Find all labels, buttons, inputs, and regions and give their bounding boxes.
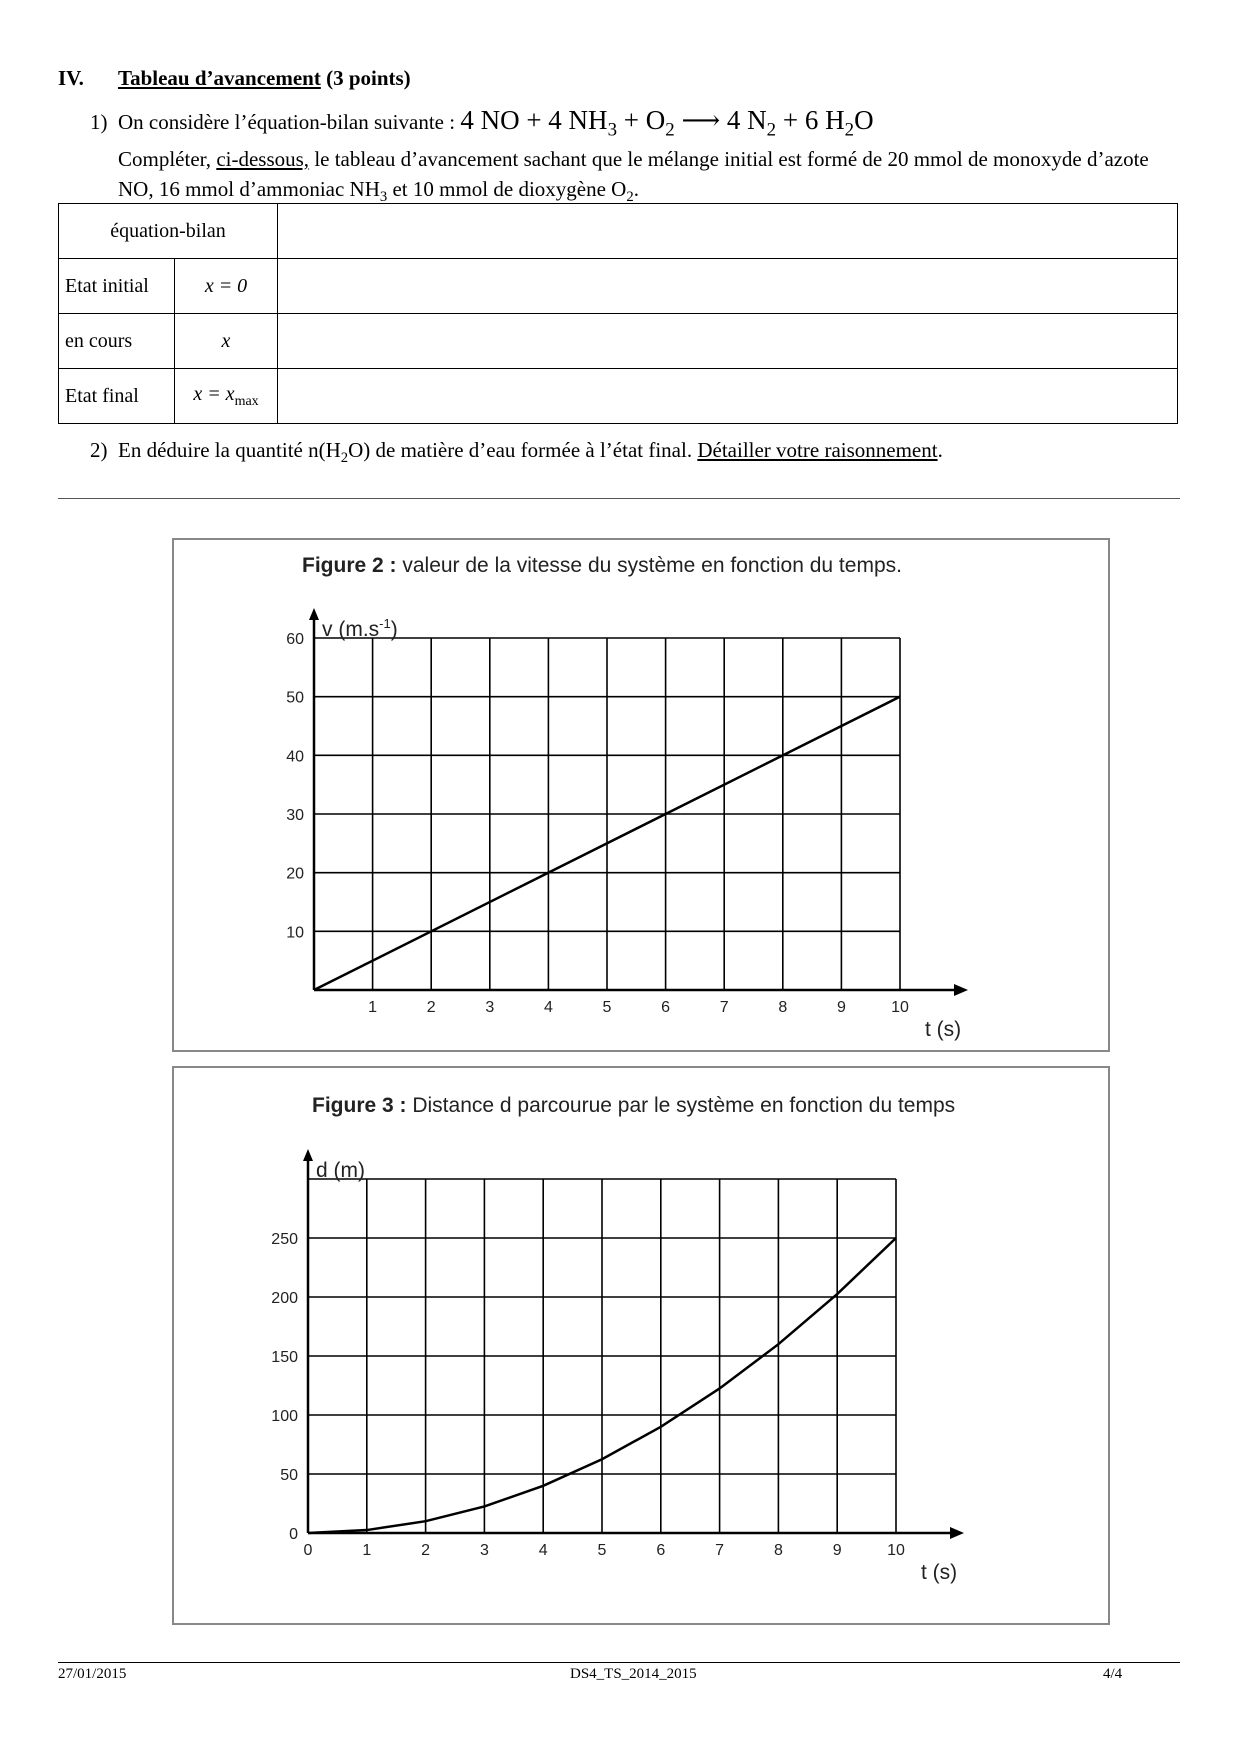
chemical-equation: 4 NO + 4 $NH_3 + O_2$ ⟶ 4 $N_2 + 6$ $H_2O$ bbox=[460, 105, 874, 141]
x-tick-label: 8 bbox=[778, 999, 788, 1016]
x-axis-arrow bbox=[954, 984, 968, 996]
y-tick-label: 20 bbox=[286, 865, 304, 883]
y-tick-label: 30 bbox=[286, 807, 304, 824]
x-axis-label: t (s) bbox=[925, 1018, 962, 1041]
table-row bbox=[59, 314, 1178, 369]
section-divider bbox=[58, 498, 1180, 499]
y-tick-label: 100 bbox=[271, 1408, 298, 1425]
table-cell-equation[interactable] bbox=[278, 204, 1178, 259]
y-axis-arrow bbox=[303, 1149, 313, 1161]
x-tick-label: 4 bbox=[538, 1542, 548, 1559]
question-1-label: 1) bbox=[90, 110, 108, 134]
y-tick-label: 0 bbox=[289, 1526, 298, 1543]
section-title: Tableau d’avancement bbox=[118, 66, 321, 90]
figure-3 bbox=[172, 1066, 1110, 1625]
figure-3-chart bbox=[174, 1068, 1108, 1623]
advancement-table bbox=[58, 203, 1178, 424]
x-tick-label: 10 bbox=[891, 999, 909, 1016]
question-2: 2) En déduire la quantité $n(H_2O)$ de matière d’eau formée à l’état final. Détailler votre raisonnement. bbox=[90, 438, 943, 467]
x-tick-label: 10 bbox=[887, 1542, 905, 1559]
y-tick-label: 50 bbox=[286, 689, 304, 707]
question-2-label: 2) bbox=[90, 438, 108, 462]
question-1-intro: On considère l’équation-bilan suivante : bbox=[118, 110, 461, 134]
x-tick-label: 9 bbox=[832, 1542, 842, 1559]
x-tick-label: 9 bbox=[836, 999, 846, 1016]
x-tick-label: 3 bbox=[479, 1542, 489, 1559]
footer-page: 4/4 bbox=[1103, 1666, 1123, 1682]
x-tick-label: 2 bbox=[426, 999, 436, 1016]
row-advance: x = 0 bbox=[175, 259, 278, 314]
x-axis-label: t (s) bbox=[921, 1561, 958, 1584]
y-tick-label: 40 bbox=[286, 748, 304, 766]
y-axis-arrow bbox=[309, 608, 319, 620]
table-cell-answer[interactable] bbox=[278, 314, 1178, 369]
chart-title: Figure 2 : valeur de la vitesse du système en fonction du temps. bbox=[302, 554, 902, 577]
x-tick-label: 3 bbox=[485, 999, 495, 1016]
figure-2 bbox=[172, 538, 1110, 1052]
figure-2-chart bbox=[174, 540, 1108, 1050]
y-tick-label: 150 bbox=[271, 1349, 298, 1366]
y-tick-label: 200 bbox=[271, 1290, 298, 1307]
x-tick-label: 6 bbox=[656, 1542, 666, 1559]
section-number: IV. bbox=[58, 66, 84, 90]
y-axis-label: v $(m.s^{-1})$ bbox=[322, 616, 398, 641]
x-tick-label: 7 bbox=[719, 999, 729, 1016]
y-tick-label: 60 bbox=[286, 631, 304, 648]
footer-reference: DS4_TS_2014_2015 bbox=[570, 1666, 697, 1682]
x-tick-label: 2 bbox=[421, 1542, 431, 1559]
row-label: Etat final bbox=[59, 369, 175, 424]
x-tick-label: 1 bbox=[362, 1542, 372, 1559]
y-tick-label: 250 bbox=[271, 1231, 298, 1248]
table-header-row bbox=[59, 204, 1178, 259]
question-1 bbox=[90, 105, 874, 141]
table-row bbox=[59, 369, 1178, 424]
section-heading bbox=[58, 66, 411, 91]
x-tick-label: 8 bbox=[773, 1542, 783, 1559]
x-tick-label: 0 bbox=[303, 1542, 313, 1559]
x-tick-label: 4 bbox=[543, 999, 553, 1016]
x-tick-label: 7 bbox=[715, 1542, 725, 1559]
table-cell-answer[interactable] bbox=[278, 369, 1178, 424]
table-header-label: équation-bilan bbox=[59, 204, 278, 259]
question-1-instructions: Compléter, ci-dessous, le tableau d’avancement sachant que le mélange initial est formé de 20 mmol de monoxyde d’azote NO, 16 mmol d’ammoniac $NH_3$ et 10 mmol de dioxygène $O_2$. bbox=[118, 147, 1149, 206]
row-advance: x bbox=[175, 314, 278, 369]
y-tick-label: 10 bbox=[286, 924, 304, 942]
footer-rule bbox=[58, 1662, 1180, 1663]
x-tick-label: 1 bbox=[368, 999, 378, 1016]
x-tick-label: 5 bbox=[602, 999, 612, 1016]
y-axis-label: d (m) bbox=[316, 1159, 365, 1182]
y-tick-label: 50 bbox=[280, 1467, 298, 1484]
footer-date: 27/01/2015 bbox=[58, 1666, 127, 1682]
x-tick-label: 6 bbox=[661, 999, 671, 1016]
chart-title: Figure 3 : Distance d parcourue par le système en fonction du temps bbox=[312, 1094, 956, 1117]
table-row bbox=[59, 259, 1178, 314]
row-label: Etat initial bbox=[59, 259, 175, 314]
x-axis-arrow bbox=[950, 1527, 964, 1539]
section-points: (3 points) bbox=[326, 66, 411, 90]
row-label: en cours bbox=[59, 314, 175, 369]
table-cell-answer[interactable] bbox=[278, 259, 1178, 314]
x-tick-label: 5 bbox=[597, 1542, 607, 1559]
row-advance: $x = x_{max}$ bbox=[175, 369, 278, 424]
